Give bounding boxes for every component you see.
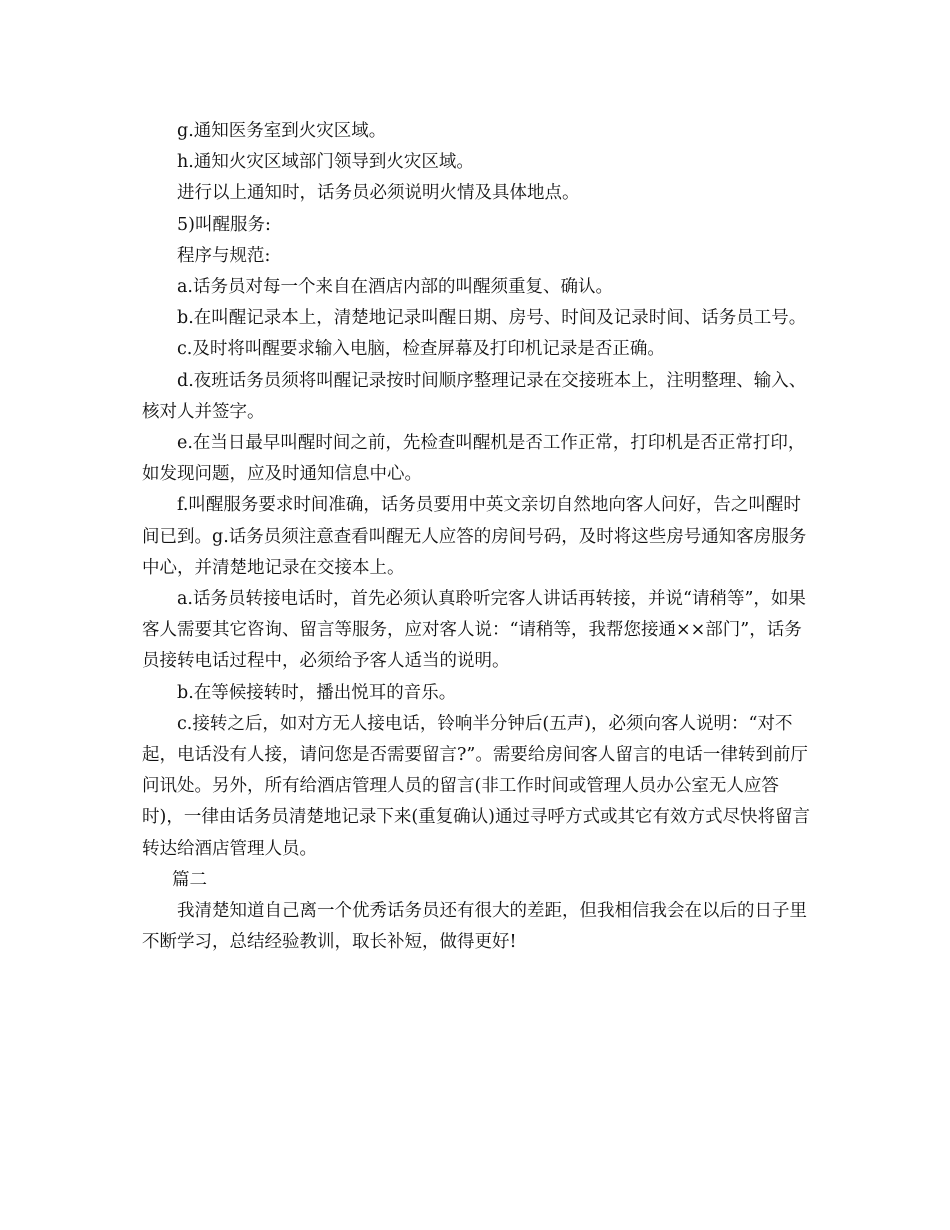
document-body bbox=[142, 116, 814, 958]
paragraph-wakeup-b: b.在叫醒记录本上，清楚地记录叫醒日期、房号、时间及记录时间、话务员工号。 bbox=[177, 308, 807, 329]
paragraph-transfer-c: c.接转之后，如对方无人接电话，铃响半分钟后(五声)，必须向客人说明：“对不起，电话没有人接，请问您是否需要留言?”。需要给房间客人留言的电话一律转到前厅问讯处。另外，所有给酒店管理人员的留言(非工作时间或管理人员办公室无人应答时)，一律由话务员清楚地记录下来(重复确认)通过寻呼方式或其它有效方式尽快将留言转达给酒店管理人员。 bbox=[142, 713, 810, 859]
subheading-procedure: 程序与规范: bbox=[177, 245, 271, 266]
section-heading-wake-up-service: 5)叫醒服务: bbox=[177, 214, 271, 235]
paragraph-notification-note: 进行以上通知时，话务员必须说明火情及具体地点。 bbox=[177, 183, 580, 204]
section-heading-part-two: 篇二 bbox=[172, 869, 207, 890]
paragraph-transfer-b: b.在等候接转时，播出悦耳的音乐。 bbox=[177, 682, 457, 703]
paragraph-conclusion: 我清楚知道自己离一个优秀话务员还有很大的差距，但我相信我会在以后的日子里不断学习，总结经验教训，取长补短，做得更好! bbox=[142, 901, 807, 953]
paragraph-notify-medical: g.通知医务室到火灾区域。 bbox=[177, 121, 387, 141]
paragraph-wakeup-e: e.在当日最早叫醒时间之前，先检查叫醒机是否工作正常，打印机是否正常打印，如发现问题，应及时通知信息中心。 bbox=[142, 433, 806, 485]
paragraph-transfer-a: a.话务员转接电话时，首先必须认真聆听完客人讲话再转接，并说“请稍等”，如果客人需要其它咨询、留言等服务，应对客人说：“请稍等，我帮您接通××部门”，话务员接转电话过程中，必须给予客人适当的说明。 bbox=[142, 589, 806, 672]
paragraph-wakeup-a: a.话务员对每一个来自在酒店内部的叫醒须重复、确认。 bbox=[177, 277, 613, 298]
paragraph-wakeup-d: d.夜班话务员须将叫醒记录按时间顺序整理记录在交接班本上，注明整理、输入、核对人并签字。 bbox=[142, 370, 807, 422]
paragraph-notify-department-leader: h.通知火灾区域部门领导到火灾区域。 bbox=[177, 152, 474, 173]
paragraph-wakeup-c: c.及时将叫醒要求输入电脑，检查屏幕及打印机记录是否正确。 bbox=[177, 339, 665, 360]
paragraph-wakeup-f-g: f.叫醒服务要求时间准确，话务员要用中英文亲切自然地向客人问好，告之叫醒时间已到。g.话务员须注意查看叫醒无人应答的房间号码，及时将这些房号通知客房服务中心，并清楚地记录在交接本上。 bbox=[142, 495, 807, 578]
